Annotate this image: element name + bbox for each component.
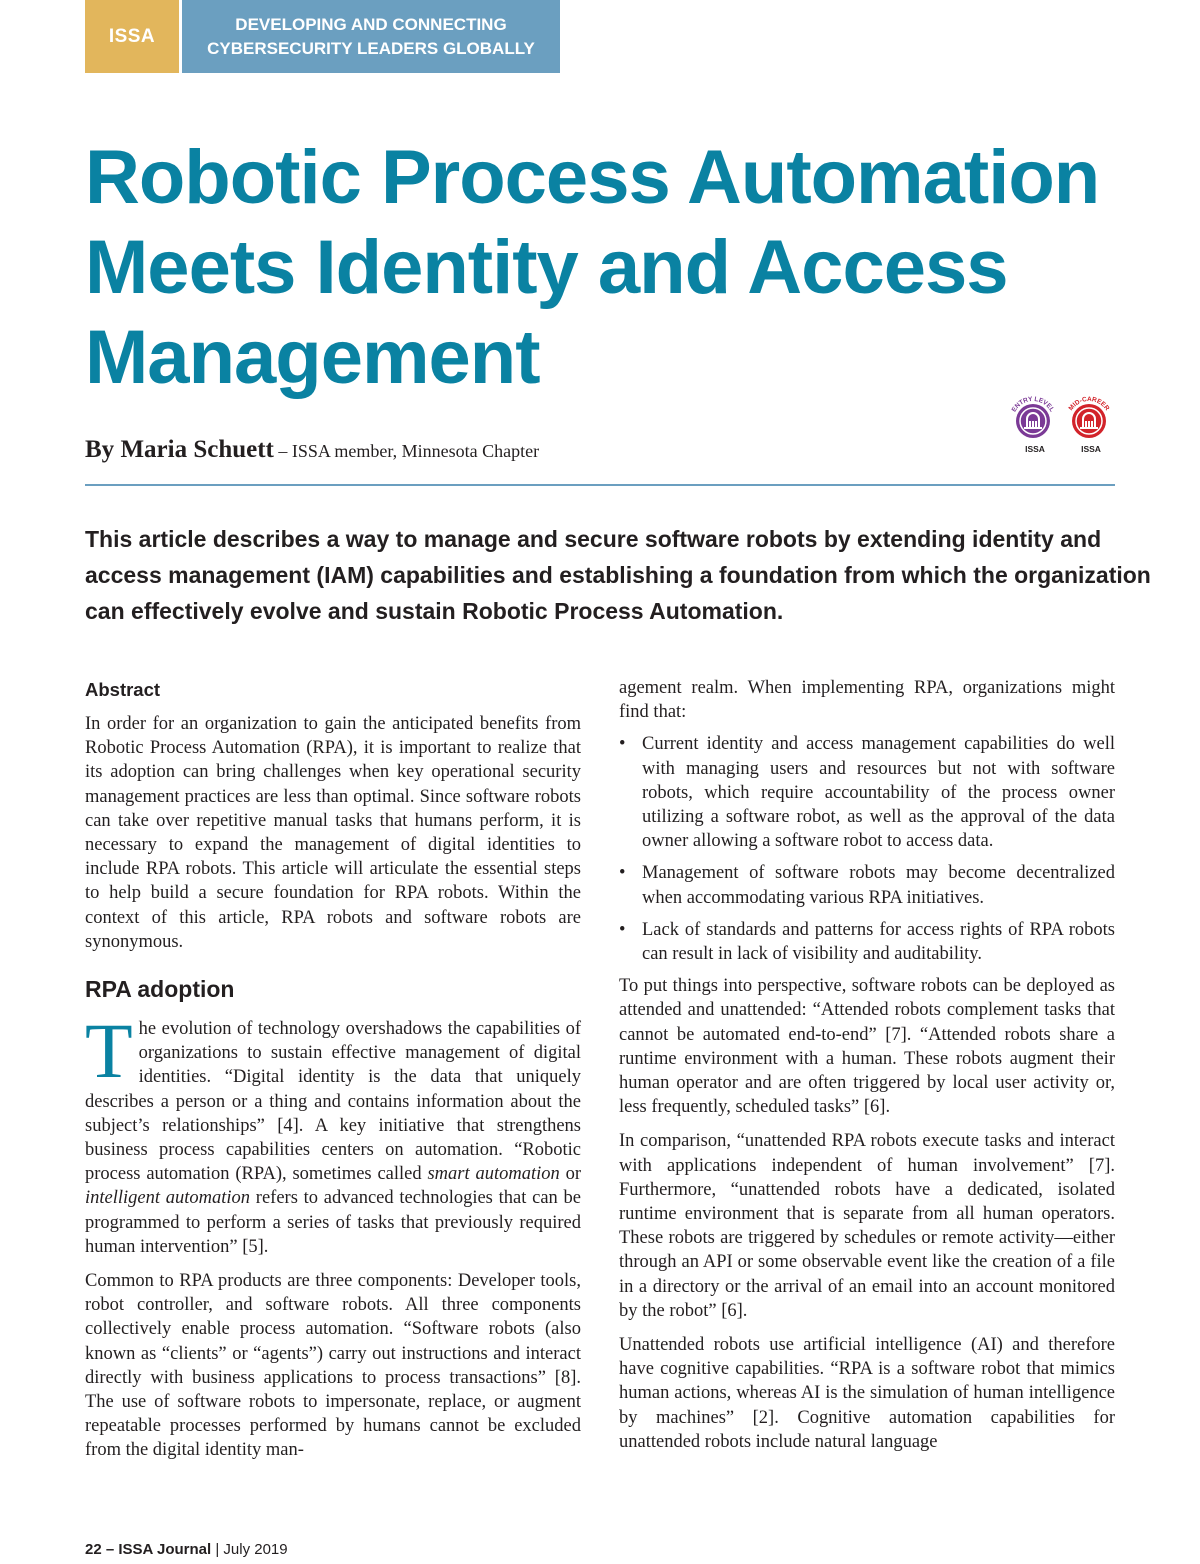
title-line-2: Meets Identity and Access: [85, 225, 1008, 310]
para1-text-or: or: [559, 1164, 581, 1185]
masthead-tag: ISSA: [85, 0, 179, 73]
para1-text-a: he evolution of technology overshadows the capabilities of organizations to sustain effective management of digital identities. “Digital identity is the data that uniquely describes a person or a thing and contains information about the subject’s relationships” [4]. A key initiative that strengthens business process capabilities centers on automation. “Robotic process automation (RPA), sometimes called: [85, 1019, 581, 1185]
mid-career-arc-label: MID-CAREER: [1067, 395, 1111, 413]
byline-prefix: By: [85, 436, 121, 463]
title-line-1: Robotic Process Automation: [85, 135, 1100, 220]
drop-cap: T: [85, 1007, 133, 1095]
rpa-adoption-paragraph-2: Common to RPA products are three components: Developer tools, robot controller, and software robots. All three components collectively enable process automation. “Software robots (also known as “clients” or “agents”) carry out instructions and interact directly with business applications to process transactions” [8]. The use of software robots to impersonate, replace, or augment repeatable processes performed by humans cannot be excluded from the digital identity man-: [85, 1271, 581, 1461]
author-name: Maria Schuett: [120, 436, 274, 463]
unattended-paragraph: Unattended robots use artificial intelligence (AI) and therefore have cognitive capabilities. “RPA is a software robot that mimics human actions, whereas AI is the simulation of human intelligence by machines” [2]. Cognitive automation capabilities for unattended robots include natural language: [619, 1335, 1115, 1452]
deck-line-2: access management (IAM) capabilities and establishing a foundation from which the organization: [85, 562, 1151, 588]
abstract-heading: Abstract: [85, 679, 161, 700]
para1-italic-smart: smart automation: [427, 1164, 560, 1185]
bullet-icon: •: [619, 734, 626, 755]
right-column: [619, 676, 1115, 1464]
list-item-text: Current identity and access management capabilities do well with managing users and resources but not with software robots, which require accountability of the process owner utilizing a software robot, as well as the approval of the data owner allowing a software robot to access data.: [642, 734, 1115, 852]
footer-issue-date: July 2019: [223, 1541, 288, 1558]
masthead-slogan-line1: DEVELOPING AND CONNECTING: [235, 14, 507, 34]
para1-italic-intelligent: intelligent automation: [85, 1188, 251, 1209]
findings-list: [619, 732, 1115, 966]
section-heading-rpa-adoption: RPA adoption: [85, 976, 235, 1003]
masthead: [85, 0, 560, 73]
list-item: [619, 918, 1115, 966]
page-footer: [85, 1541, 288, 1558]
masthead-slogan: [182, 0, 560, 73]
deck-line-3: can effectively evolve and sustain Robotic Process Automation.: [85, 598, 784, 624]
left-column: [85, 678, 581, 1473]
perspective-paragraph: To put things into perspective, software robots can be deployed as attended and unattended: “Attended robots complement tasks that cannot be automated end-to-end” [7]. “Attended robots share a runtime environment with a human. These robots augment their human operator and are often triggered by local user activity or, less frequently, scheduled tasks” [6].: [619, 976, 1115, 1118]
list-item: [619, 732, 1115, 853]
mid-career-org: ISSA: [1081, 444, 1101, 454]
list-item-text: Management of software robots may become decentralized when accommodating various RPA initiatives.: [642, 863, 1115, 908]
author-affiliation: – ISSA member, Minnesota Chapter: [273, 441, 540, 461]
masthead-slogan-line2: CYBERSECURITY LEADERS GLOBALLY: [207, 38, 535, 58]
byline: [85, 436, 539, 464]
list-item: [619, 861, 1115, 909]
deck-line-1: This article describes a way to manage and secure software robots by extending identity and: [85, 526, 1102, 552]
footer-separator: |: [211, 1541, 224, 1558]
byline-divider: [85, 484, 1115, 486]
list-item-text: Lack of standards and patterns for access rights of RPA robots can result in lack of visibility and auditability.: [642, 919, 1115, 965]
entry-level-org: ISSA: [1025, 444, 1045, 454]
rpa-adoption-paragraph-1: [85, 1007, 581, 1259]
abstract-paragraph: In order for an organization to gain the anticipated benefits from Robotic Process Automation (RPA), it is important to realize that its adoption can bring challenges when key operational security management practices are less than optimal. Since software robots can take over repetitive manual tasks that humans perform, it is necessary to expand the management of digital identities to include RPA robots. This article will articulate the essential steps to help build a secure foundation for RPA robots. Within the context of this article, RPA robots and software robots are synonymous.: [85, 714, 581, 952]
article-title: [85, 133, 1100, 403]
entry-level-arc-label: ENTRY LEVEL: [1010, 395, 1056, 414]
mid-career-badge-icon: [1062, 394, 1116, 458]
entry-level-badge-icon: [1006, 394, 1060, 458]
bullet-icon: •: [619, 919, 626, 940]
para1-text-b: refers to advanced technologies that can be programmed to perform a series of tasks that previously required human intervention” [5].: [85, 1188, 581, 1257]
footer-page-journal: 22 – ISSA Journal: [85, 1541, 212, 1558]
article-deck: [85, 521, 1151, 629]
career-level-badges: [1006, 394, 1116, 458]
findings-intro: agement realm. When implementing RPA, organizations might find that:: [619, 678, 1115, 723]
bullet-icon: •: [619, 863, 626, 884]
title-line-3: Management: [85, 315, 540, 400]
comparison-paragraph: In comparison, “unattended RPA robots execute tasks and interact with applications independent of human involvement” [7]. Furthermore, “unattended robots have a dedicated, isolated runtime environment that is separate from all human operators. These robots are triggered by schedules or remote activity—either through an API or some observable event like the creation of a file in a directory or the arrival of an email into an account monitored by the robot” [6].: [619, 1131, 1115, 1321]
